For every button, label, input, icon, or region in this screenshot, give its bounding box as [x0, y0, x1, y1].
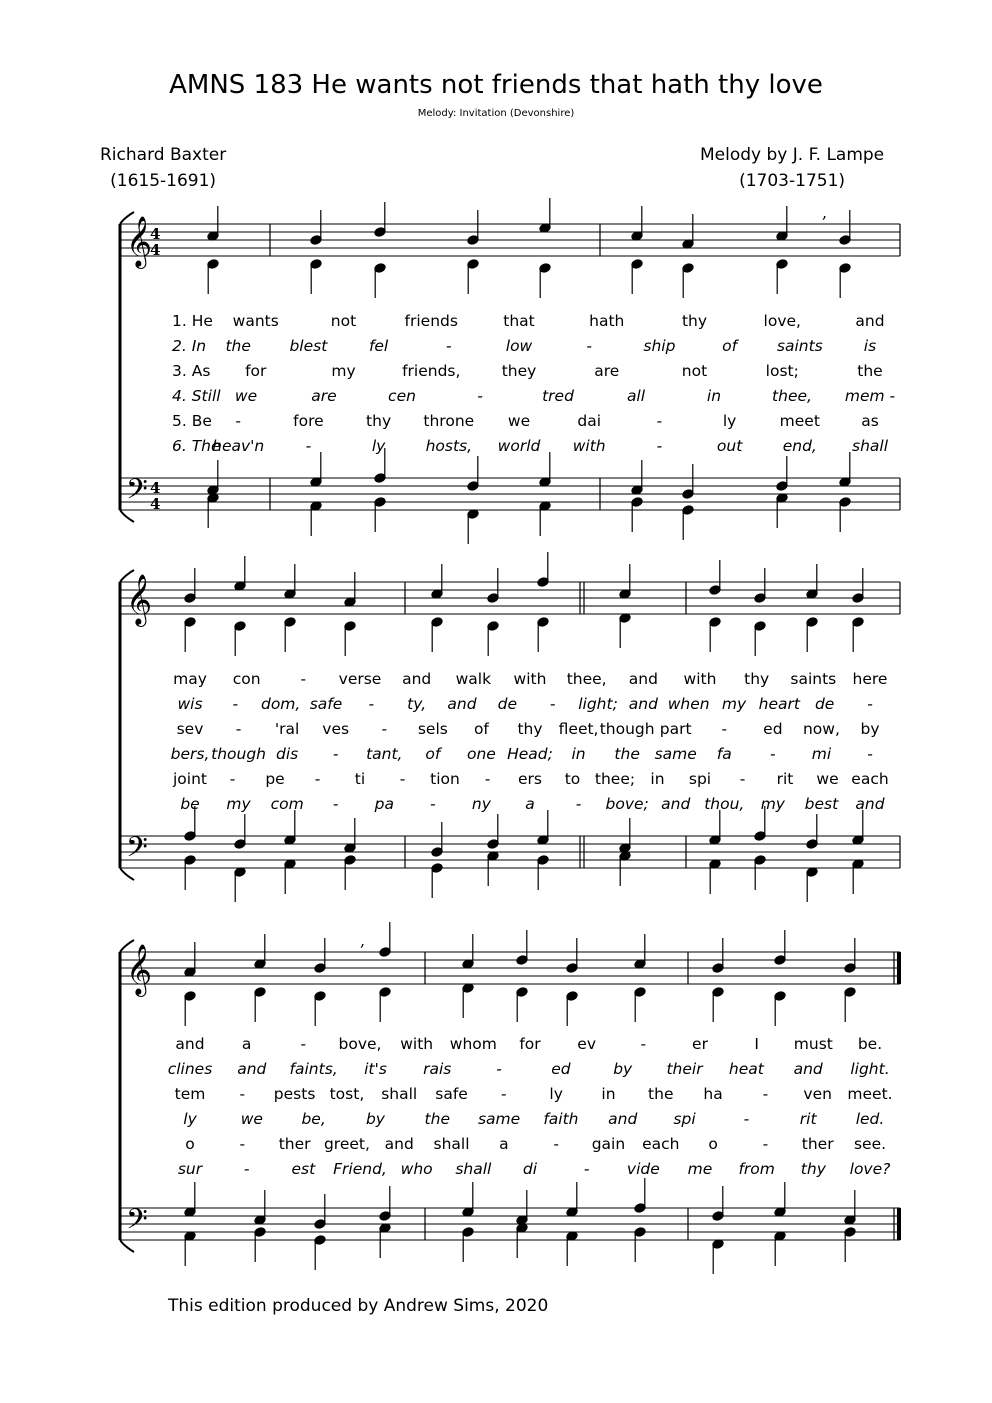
lyric-syllable: and [447, 695, 477, 713]
lyric-syllable: though [211, 745, 266, 763]
lyric-syllable: - [583, 1160, 590, 1178]
lyric-syllable: - [770, 745, 776, 763]
lyric-syllable: de [814, 695, 835, 713]
time-signature-bass-top: 4 [150, 479, 161, 497]
lyric-syllable: shall [851, 437, 889, 455]
system-3 [120, 922, 901, 1274]
lyric-syllable: in [650, 770, 665, 788]
lyric-syllable: - [656, 412, 663, 430]
lyric-syllable: the [648, 1085, 674, 1103]
lyric-syllable: with [572, 437, 606, 455]
lyric-syllable: ed [551, 1060, 571, 1078]
lyric-syllable: ther [801, 1135, 834, 1153]
lyric-syllable: Friend, [333, 1160, 387, 1178]
lyric-syllable: my [721, 695, 747, 713]
lyric-syllable: that [503, 312, 535, 330]
lyric-syllable: hosts, [425, 437, 473, 455]
lyric-syllable: my [760, 795, 785, 813]
lyric-syllable: their [666, 1060, 703, 1078]
lyric-syllable: in [571, 745, 586, 763]
lyric-syllable: same [477, 1110, 521, 1128]
lyric-syllable: hath [589, 312, 625, 330]
lyric-syllable: gain [591, 1135, 626, 1153]
bass-staff [120, 806, 900, 902]
lyric-syllable: thee; [594, 770, 636, 788]
lyric-syllable: heat [728, 1060, 764, 1078]
lyric-syllable: all [626, 387, 646, 405]
lyric-syllable: wants [232, 312, 279, 330]
lyric-syllable: 1. He [172, 312, 213, 330]
lyric-syllable: and [855, 312, 885, 330]
lyric-syllable: pests [273, 1085, 316, 1103]
lyric-syllable: heav'n [212, 437, 265, 455]
lyric-syllable: shall [381, 1085, 418, 1103]
lyric-syllable: spi [673, 1110, 696, 1128]
lyric-syllable: from [738, 1160, 775, 1178]
lyric-syllable: ship [643, 337, 676, 355]
lyric-syllable: bers, [170, 745, 210, 763]
breath-mark-icon: , [822, 203, 828, 222]
lyric-syllable: end, [782, 437, 817, 455]
time-signature-bottom: 4 [150, 241, 161, 259]
lyric-syllable: my [331, 362, 356, 380]
lyric-syllable: we [240, 1110, 263, 1128]
author-dates: (1615-1691) [110, 171, 217, 191]
lyric-syllable: and [661, 795, 691, 813]
lyric-syllable: thee, [566, 670, 607, 688]
lyric-syllable: here [852, 670, 888, 688]
lyric-syllable: tant, [366, 745, 403, 763]
lyric-syllable: rit [776, 770, 794, 788]
lyric-syllable: dai [577, 412, 602, 430]
lyric-syllable: by [860, 720, 880, 738]
lyric-syllable: faints, [289, 1060, 338, 1078]
bass-clef-icon: 𝄢 [126, 473, 148, 513]
hymn-title: AMNS 183 He wants not friends that hath thy love [169, 70, 823, 100]
lyric-syllable: - [484, 770, 491, 788]
lyric-syllable: though [599, 720, 655, 738]
lyric-syllable: for [519, 1035, 541, 1053]
lyric-syllable: they [501, 362, 537, 380]
lyric-syllable: dom, [260, 695, 301, 713]
lyric-syllable: est [291, 1160, 316, 1178]
lyric-syllable: 6. The [172, 437, 221, 455]
lyric-syllable: - [656, 437, 663, 455]
lyric-syllable: one [467, 745, 496, 763]
lyric-syllable: and [175, 1035, 205, 1053]
lyric-syllable: 5. Be [172, 412, 212, 430]
lyric-syllable: fleet, [558, 720, 599, 738]
lyric-syllable: ves [322, 720, 350, 738]
composer-name: Melody by J. F. Lampe [700, 145, 885, 165]
lyric-syllable: we [507, 412, 531, 430]
lyric-syllable: - [332, 745, 339, 763]
lyric-syllable: a [525, 795, 535, 813]
lyric-syllable: with [683, 670, 717, 688]
lyric-syllable: 'ral [274, 720, 300, 738]
lyric-syllable: - [575, 795, 582, 813]
lyric-syllable: love, [763, 312, 801, 330]
lyric-syllable: love? [849, 1160, 891, 1178]
lyric-syllable: in [601, 1085, 616, 1103]
lyric-syllable: - [446, 337, 452, 355]
lyric-syllable: tost, [329, 1085, 365, 1103]
lyric-syllable: friends [404, 312, 458, 330]
lyric-syllable: fel [368, 337, 389, 355]
lyric-syllable: rais [423, 1060, 452, 1078]
lyric-syllable: each [642, 1135, 680, 1153]
lyric-syllable: by [613, 1060, 633, 1078]
lyric-syllable: out [716, 437, 743, 455]
lyric-syllable: and [793, 1060, 823, 1078]
lyric-syllable: light. [850, 1060, 890, 1078]
lyric-syllable: light; [578, 695, 618, 713]
lyric-syllable: ther [278, 1135, 311, 1153]
bass-staff [120, 448, 900, 544]
lyric-syllable: thy [517, 720, 543, 738]
lyric-syllable: vide [626, 1160, 660, 1178]
lyric-syllable: now, [802, 720, 840, 738]
bass-clef-icon: 𝄢 [126, 831, 148, 871]
lyric-syllable: the [857, 362, 883, 380]
lyric-syllable: - [762, 1085, 769, 1103]
breath-mark-icon: , [360, 931, 366, 950]
lyric-syllable: tion [430, 770, 460, 788]
lyric-syllable: my [226, 795, 251, 813]
lyric-syllable: led. [855, 1110, 885, 1128]
lyric-syllable: - [553, 1135, 559, 1153]
lyric-syllable: 3. As [172, 362, 211, 380]
final-barline [897, 952, 901, 984]
lyric-syllable: meet. [847, 1085, 893, 1103]
lyric-syllable: - [239, 1135, 246, 1153]
lyric-syllable: and [237, 1060, 267, 1078]
time-signature-bass-bottom: 4 [150, 495, 161, 513]
lyric-syllable: shall [455, 1160, 492, 1178]
lyric-syllable: saints [776, 337, 823, 355]
lyric-syllable: walk [455, 670, 492, 688]
lyric-syllable: with [400, 1035, 434, 1053]
lyric-syllable: - [368, 695, 375, 713]
lyric-syllable: ly [371, 437, 386, 455]
lyric-syllable: to [564, 770, 581, 788]
lyric-syllable: ty, [407, 695, 427, 713]
lyric-syllable: thy [744, 670, 770, 688]
lyric-syllable: for [245, 362, 267, 380]
lyric-syllable: bove; [605, 795, 649, 813]
lyric-syllable: ev [577, 1035, 597, 1053]
lyric-syllable: o [185, 1135, 195, 1153]
lyric-syllable: of [425, 745, 441, 763]
lyric-syllable: - [743, 1110, 750, 1128]
treble-staff [120, 552, 900, 656]
treble-staff [120, 198, 900, 298]
lyric-syllable: may [173, 670, 207, 688]
lyric-syllable: be. [857, 1035, 883, 1053]
lyric-syllable: see. [853, 1135, 887, 1153]
lyric-syllable: wis [177, 695, 203, 713]
treble-clef-icon: 𝄞 [126, 216, 153, 267]
edition-credit: This edition produced by Andrew Sims, 2020 [168, 1296, 549, 1316]
lyric-syllable: sur [177, 1160, 203, 1178]
lyric-syllable: we [234, 387, 258, 405]
bass-clef-icon: 𝄢 [126, 1203, 148, 1243]
lyric-syllable: blest [289, 337, 328, 355]
lyric-syllable: faith [543, 1110, 579, 1128]
lyric-syllable: ed [763, 720, 783, 738]
lyric-syllable: - [381, 720, 388, 738]
lyric-syllable: world [497, 437, 541, 455]
tune-name: Melody: Invitation (Devonshire) [417, 108, 575, 119]
lyric-syllable: con [232, 670, 261, 688]
lyric-syllable: - [762, 1135, 769, 1153]
lyric-syllable: - [229, 770, 236, 788]
lyric-syllable: - [300, 1035, 307, 1053]
lyric-syllable: Head; [507, 745, 553, 763]
treble-staff [120, 922, 900, 1026]
lyric-syllable: the [225, 337, 251, 355]
lyric-syllable: sels [417, 720, 448, 738]
lyric-syllable: - [300, 670, 307, 688]
lyric-syllable: be, [301, 1110, 326, 1128]
lyric-syllable: the [424, 1110, 450, 1128]
lyric-syllable: ers [518, 770, 542, 788]
lyric-syllable: - [314, 770, 321, 788]
lyric-syllable: - [235, 720, 242, 738]
lyric-syllable: and [384, 1135, 414, 1153]
lyric-syllable: clines [167, 1060, 213, 1078]
lyric-syllable: di [522, 1160, 538, 1178]
lyric-syllable: rit [799, 1110, 817, 1128]
lyric-syllable: friends, [402, 362, 461, 380]
lyric-syllable: - [399, 770, 406, 788]
lyric-syllable: de [497, 695, 518, 713]
lyric-syllable: 2. In [172, 337, 207, 355]
lyric-syllable: must [793, 1035, 833, 1053]
treble-clef-icon: 𝄞 [126, 574, 153, 625]
lyric-syllable: thy [681, 312, 708, 330]
lyric-syllable: mi [811, 745, 832, 763]
lyric-syllable: thy [800, 1160, 826, 1178]
lyric-syllable: safe [309, 695, 343, 713]
lyric-syllable: fa [716, 745, 732, 763]
lyric-syllable: who [400, 1160, 433, 1178]
lyric-syllable: ven [803, 1085, 832, 1103]
lyric-syllable: and [628, 670, 658, 688]
lyric-syllable: - [332, 795, 339, 813]
lyric-syllable: whom [449, 1035, 497, 1053]
lyric-syllable: shall [433, 1135, 470, 1153]
lyric-syllable: me [687, 1160, 713, 1178]
lyric-syllable: pe [265, 770, 285, 788]
lyric-syllable: ny [471, 795, 491, 813]
lyric-syllable: - [867, 745, 873, 763]
lyric-syllable: and [402, 670, 432, 688]
lyric-syllable: fore [293, 412, 324, 430]
lyric-syllable: o [708, 1135, 718, 1153]
composer-dates: (1703-1751) [739, 171, 846, 191]
lyric-syllable: - [232, 695, 239, 713]
lyric-syllable: er [692, 1035, 708, 1053]
lyric-syllable: thou, [704, 795, 745, 813]
lyric-syllable: greet, [323, 1135, 370, 1153]
lyric-syllable: a [499, 1135, 509, 1153]
lyric-syllable: - [235, 412, 241, 430]
lyric-syllable: ly [183, 1110, 197, 1128]
lyric-syllable: are [311, 387, 337, 405]
lyric-syllable: when [667, 695, 710, 713]
lyric-syllable: bove, [338, 1035, 382, 1053]
bass-staff [120, 1178, 900, 1274]
lyric-syllable: of [722, 337, 738, 355]
lyric-syllable: it's [364, 1060, 387, 1078]
lyric-syllable: as [861, 412, 879, 430]
lyric-syllable: joint [173, 770, 207, 788]
lyric-syllable: low [505, 337, 533, 355]
lyric-syllable: of [473, 720, 489, 738]
lyric-syllable: - [721, 720, 728, 738]
lyric-syllable: lost; [765, 362, 799, 380]
lyric-syllable: is [863, 337, 877, 355]
lyric-syllable: - [586, 337, 592, 355]
lyric-syllable: - [739, 770, 746, 788]
lyric-syllable: safe [435, 1085, 468, 1103]
lyric-syllable: ly [549, 1085, 563, 1103]
final-barline [897, 1208, 901, 1240]
time-signature-top: 4 [150, 225, 161, 243]
lyric-syllable: part [659, 720, 692, 738]
lyric-syllable: spi [688, 770, 712, 788]
lyric-syllable: - [305, 437, 312, 455]
lyric-syllable: best [804, 795, 839, 813]
lyric-syllable: saints [790, 670, 837, 688]
lyric-syllable: and [608, 1110, 638, 1128]
lyric-syllable: verse [338, 670, 382, 688]
lyric-syllable: throne [423, 412, 475, 430]
lyric-syllable: thee, [772, 387, 812, 405]
lyric-syllable: each [851, 770, 889, 788]
treble-clef-icon: 𝄞 [126, 944, 153, 995]
lyric-syllable: ha [703, 1085, 723, 1103]
lyric-syllable: cen [388, 387, 416, 405]
lyric-syllable: 4. Still [172, 387, 221, 405]
lyric-syllable: by [365, 1110, 385, 1128]
lyric-syllable: tem [174, 1085, 206, 1103]
lyric-syllable: with [513, 670, 547, 688]
lyric-syllable: - [549, 695, 556, 713]
lyric-syllable: - [640, 1035, 647, 1053]
lyric-syllable: thy [366, 412, 392, 430]
lyric-syllable: we [816, 770, 839, 788]
lyric-syllable: - [867, 695, 873, 713]
lyric-syllable: com [270, 795, 304, 813]
lyric-syllable: heart [758, 695, 800, 713]
lyric-syllable: a [241, 1035, 252, 1053]
lyric-syllable: I [754, 1035, 759, 1053]
lyric-syllable: meet [779, 412, 820, 430]
lyric-syllable: same [654, 745, 697, 763]
lyric-syllable: ti [354, 770, 366, 788]
lyric-syllable: are [594, 362, 620, 380]
lyric-syllable: - [496, 1060, 502, 1078]
lyric-syllable: mem - [844, 387, 896, 405]
lyric-syllable: and [628, 695, 658, 713]
lyric-syllable: not [330, 312, 357, 330]
lyric-syllable: - [430, 795, 436, 813]
lyric-syllable: not [681, 362, 708, 380]
lyric-syllable: pa [374, 795, 394, 813]
lyric-syllable: - [239, 1085, 246, 1103]
lyric-syllable: - [243, 1160, 250, 1178]
lyric-syllable: ly [722, 412, 737, 430]
lyric-syllable: - [501, 1085, 507, 1103]
lyric-syllable: be [180, 795, 200, 813]
lyric-syllable: in [706, 387, 722, 405]
lyric-syllable: and [855, 795, 885, 813]
lyric-syllable: the [614, 745, 640, 763]
lyric-syllable: sev [176, 720, 204, 738]
lyric-syllable: tred [542, 387, 574, 405]
lyric-syllable: - [477, 387, 483, 405]
author-name: Richard Baxter [100, 145, 227, 165]
lyric-syllable: dis [276, 745, 299, 763]
